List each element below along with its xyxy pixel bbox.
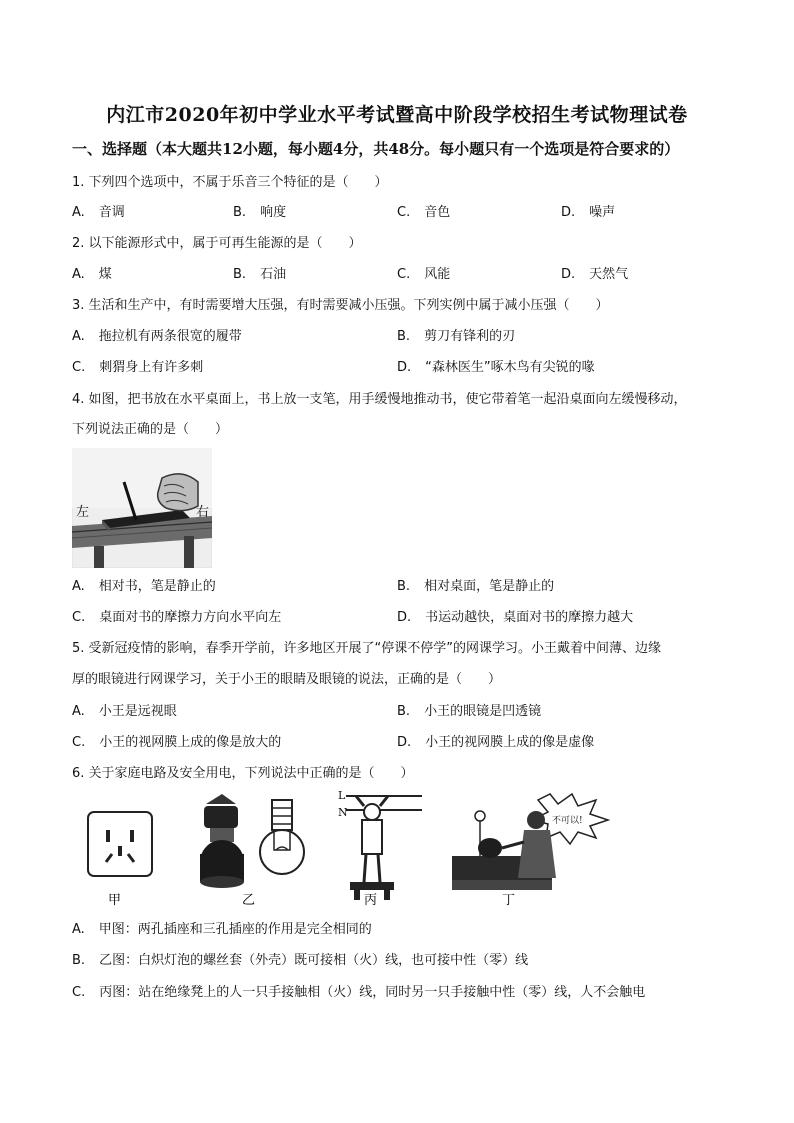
q2-option-a[interactable] — [72, 266, 112, 284]
q5-option-b[interactable] — [397, 703, 541, 721]
option-text: 石油 — [260, 267, 287, 282]
option-label: D. — [561, 205, 576, 220]
q5-option-c[interactable] — [72, 734, 281, 752]
option-label: A. — [72, 704, 85, 719]
option-text: 桌面对书的摩擦力方向水平向左 — [99, 610, 282, 625]
option-text: 相对桌面，笔是静止的 — [424, 579, 555, 594]
person-touching-wires — [346, 796, 422, 900]
option-label: B. — [397, 704, 411, 719]
option-label: A. — [72, 267, 85, 282]
q6-option-b[interactable] — [72, 952, 528, 970]
figure-label-yi: 乙 — [242, 893, 256, 908]
question-4-stem-line-1: 4. 如图，把书放在水平桌面上，书上放一支笔，用手缓慢地推动书，使它带着笔一起沿桌面向左缓慢移动， — [72, 392, 687, 407]
option-label: C. — [72, 610, 86, 625]
option-text: 甲图：两孔插座和三孔插座的作用是完全相同的 — [98, 922, 372, 937]
q4-option-a[interactable] — [72, 578, 216, 596]
hand — [158, 474, 198, 511]
option-label: D. — [397, 360, 412, 375]
option-label: B. — [233, 205, 247, 220]
page-title: 内江市2020年初中学业水平考试暨高中阶段学校招生考试物理试卷 — [106, 104, 688, 126]
q1-option-d[interactable] — [561, 204, 615, 222]
option-text: 小王的视网膜上成的像是虚像 — [425, 735, 595, 750]
book-on-table-figure — [72, 448, 212, 568]
question-5-stem-line-2: 厚的眼镜进行网课学习，关于小王的眼睛及眼镜的说法，正确的是（ ） — [72, 672, 502, 687]
q4-option-d[interactable] — [397, 609, 633, 627]
option-label: C. — [397, 267, 411, 282]
unsafe-plug-scene — [452, 794, 608, 890]
q4-option-b[interactable] — [397, 578, 554, 596]
option-text: 风能 — [424, 267, 451, 282]
question-5-stem-line-1: 5. 受新冠疫情的影响，春季开学前，许多地区开展了“停课不停学”的网课学习。小王戴着中间薄、边缘 — [72, 641, 662, 656]
q4-option-c[interactable] — [72, 609, 281, 627]
q1-option-c[interactable] — [397, 204, 450, 222]
q1-option-b[interactable] — [233, 204, 286, 222]
option-label: D. — [397, 610, 412, 625]
option-label: C. — [397, 205, 411, 220]
question-6-stem: 6. 关于家庭电路及安全用电，下列说法中正确的是（ ） — [72, 766, 414, 781]
option-text: 音调 — [98, 205, 125, 220]
question-4-stem-line-2: 下列说法正确的是（ ） — [72, 422, 229, 437]
q3-option-c[interactable] — [72, 359, 203, 377]
option-text: 天然气 — [589, 267, 629, 282]
q6-option-c[interactable] — [72, 984, 645, 1002]
option-label: B. — [397, 329, 411, 344]
option-label: B. — [397, 579, 411, 594]
option-label: B. — [72, 953, 86, 968]
q3-option-d[interactable] — [397, 359, 595, 377]
option-text: 煤 — [98, 267, 112, 282]
figure-label-left: 左 — [76, 505, 90, 520]
option-label: C. — [72, 985, 86, 1000]
option-text: 小王的视网膜上成的像是放大的 — [99, 735, 282, 750]
question-2-stem: 2. 以下能源形式中，属于可再生能源的是（ ） — [72, 236, 362, 251]
q3-option-b[interactable] — [397, 328, 515, 346]
wire-label-l: L — [338, 790, 346, 802]
option-label: A. — [72, 205, 85, 220]
bubble-text: 不可以! — [552, 816, 583, 826]
lamp-socket-and-bulb — [200, 794, 304, 888]
option-text: 剪刀有锋利的刃 — [424, 329, 516, 344]
option-text: 相对书，笔是静止的 — [98, 579, 216, 594]
q2-option-b[interactable] — [233, 266, 286, 284]
q2-option-d[interactable] — [561, 266, 628, 284]
option-text: 拖拉机有两条很宽的履带 — [98, 329, 242, 344]
option-label: D. — [561, 267, 576, 282]
q5-option-a[interactable] — [72, 703, 177, 721]
option-text: 丙图：站在绝缘凳上的人一只手接触相（火）线，同时另一只手接触中性（零）线，人不会触电 — [99, 985, 646, 1000]
figure-label-jia: 甲 — [108, 893, 122, 908]
option-label: A. — [72, 922, 85, 937]
table-leg — [94, 546, 104, 568]
socket-panel — [88, 812, 152, 876]
q5-option-d[interactable] — [397, 734, 594, 752]
option-text: 噪声 — [589, 205, 616, 220]
option-text: 小王是远视眼 — [98, 704, 177, 719]
option-text: 响度 — [260, 205, 287, 220]
section-heading: 一、选择题（本大题共12小题，每小题4分，共48分。每小题只有一个选项是符合要求的） — [72, 140, 680, 158]
figure-label-right: 右 — [196, 505, 210, 520]
q3-option-a[interactable] — [72, 328, 242, 346]
option-text: 书运动越快，桌面对书的摩擦力越大 — [425, 610, 634, 625]
option-text: 刺猬身上有许多刺 — [99, 360, 204, 375]
question-1-stem: 1. 下列四个选项中，不属于乐音三个特征的是（ ） — [72, 175, 388, 190]
option-text: “森林医生”啄木鸟有尖锐的喙 — [425, 360, 595, 375]
option-label: C. — [72, 360, 86, 375]
q1-option-a[interactable] — [72, 204, 125, 222]
table-leg — [184, 536, 194, 568]
wire-label-n: N — [338, 806, 348, 819]
figure-label-bing: 丙 — [364, 893, 378, 908]
option-label: A. — [72, 329, 85, 344]
q6-option-a[interactable] — [72, 921, 372, 939]
option-text: 音色 — [424, 205, 451, 220]
figure-label-ding: 丁 — [502, 893, 516, 908]
option-text: 乙图：白炽灯泡的螺丝套（外壳）既可接相（火）线，也可接中性（零）线 — [99, 953, 529, 968]
q2-option-c[interactable] — [397, 266, 450, 284]
option-text: 小王的眼镜是凹透镜 — [424, 704, 542, 719]
question-3-stem: 3. 生活和生产中，有时需要增大压强，有时需要减小压强。下列实例中属于减小压强（ ） — [72, 298, 609, 313]
option-label: D. — [397, 735, 412, 750]
option-label: A. — [72, 579, 85, 594]
option-label: C. — [72, 735, 86, 750]
option-label: B. — [233, 267, 247, 282]
household-circuit-figure — [72, 790, 628, 912]
